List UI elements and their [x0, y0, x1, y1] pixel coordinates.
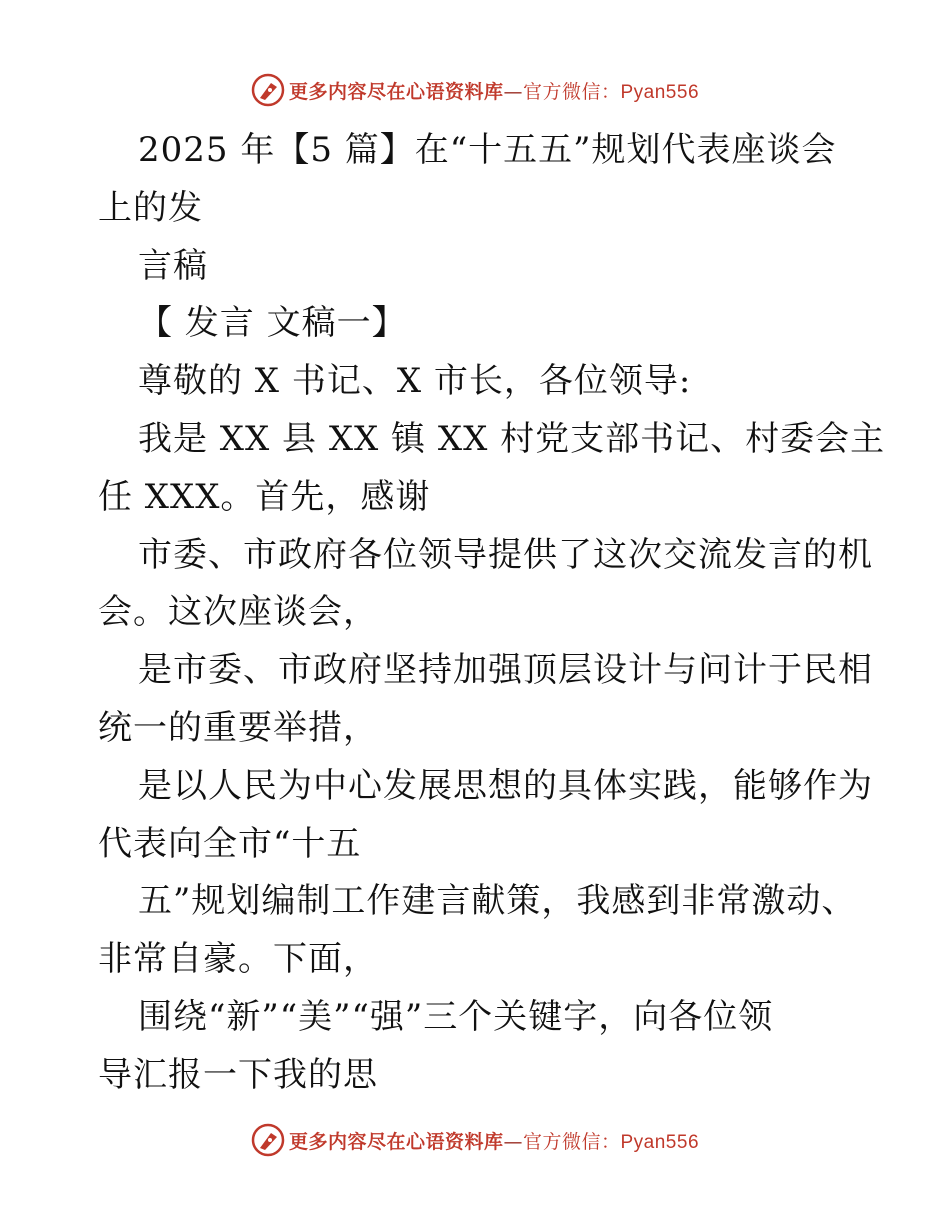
watermark-text: [289, 77, 699, 104]
watermark-separator: —: [503, 80, 523, 103]
doc-line: 市委、市政府各位领导提供了这次交流发言的机: [138, 534, 873, 575]
header-watermark-banner: [0, 70, 950, 110]
document-body: [98, 122, 886, 1105]
doc-line: 是以人民为中心发展思想的具体实践，能够作为: [138, 765, 873, 806]
doc-line: 上的发: [98, 187, 203, 228]
doc-line: 围绕“新”“美”“强”三个关键字，向各位领: [138, 996, 774, 1037]
watermark-brand: 更多内容尽在心语资料库: [288, 80, 504, 103]
watermark-wechat-label: 官方微信：: [522, 1130, 621, 1153]
doc-line: 统一的重要举措，: [98, 707, 378, 748]
pen-nib-logo-icon: [251, 73, 285, 107]
watermark-wechat-id: Pyan556: [620, 1131, 700, 1153]
doc-line: 我是 XX 县 XX 镇 XX 村党支部书记、村委会主: [138, 418, 886, 459]
watermark-wechat-label: 官方微信：: [522, 80, 621, 103]
footer-watermark-banner: [0, 1120, 950, 1160]
doc-line: 会。这次座谈会，: [98, 592, 378, 633]
watermark-brand: 更多内容尽在心语资料库: [288, 1130, 504, 1153]
doc-line: 尊敬的 X 书记、X 市长，各位领导:: [138, 361, 692, 402]
doc-line: 2025 年【5 篇】在“十五五”规划代表座谈会: [138, 130, 837, 170]
watermark-separator: —: [503, 1130, 523, 1153]
doc-line: 五”规划编制工作建言献策，我感到非常激动、: [138, 881, 857, 922]
watermark-wechat-id: Pyan556: [620, 81, 700, 103]
doc-line: 【 发言 文稿一】: [138, 303, 407, 344]
doc-line: 代表向全市“十五: [98, 823, 362, 864]
doc-line: 非常自豪。下面，: [98, 939, 378, 980]
pen-nib-logo-icon: [251, 1123, 285, 1157]
doc-line: 任 XXX。首先，感谢: [98, 476, 431, 517]
watermark-text: [289, 1127, 699, 1154]
doc-line: 是市委、市政府坚持加强顶层设计与问计于民相: [138, 650, 873, 691]
doc-line: 导汇报一下我的思: [98, 1054, 378, 1095]
doc-line: 言稿: [138, 245, 208, 286]
